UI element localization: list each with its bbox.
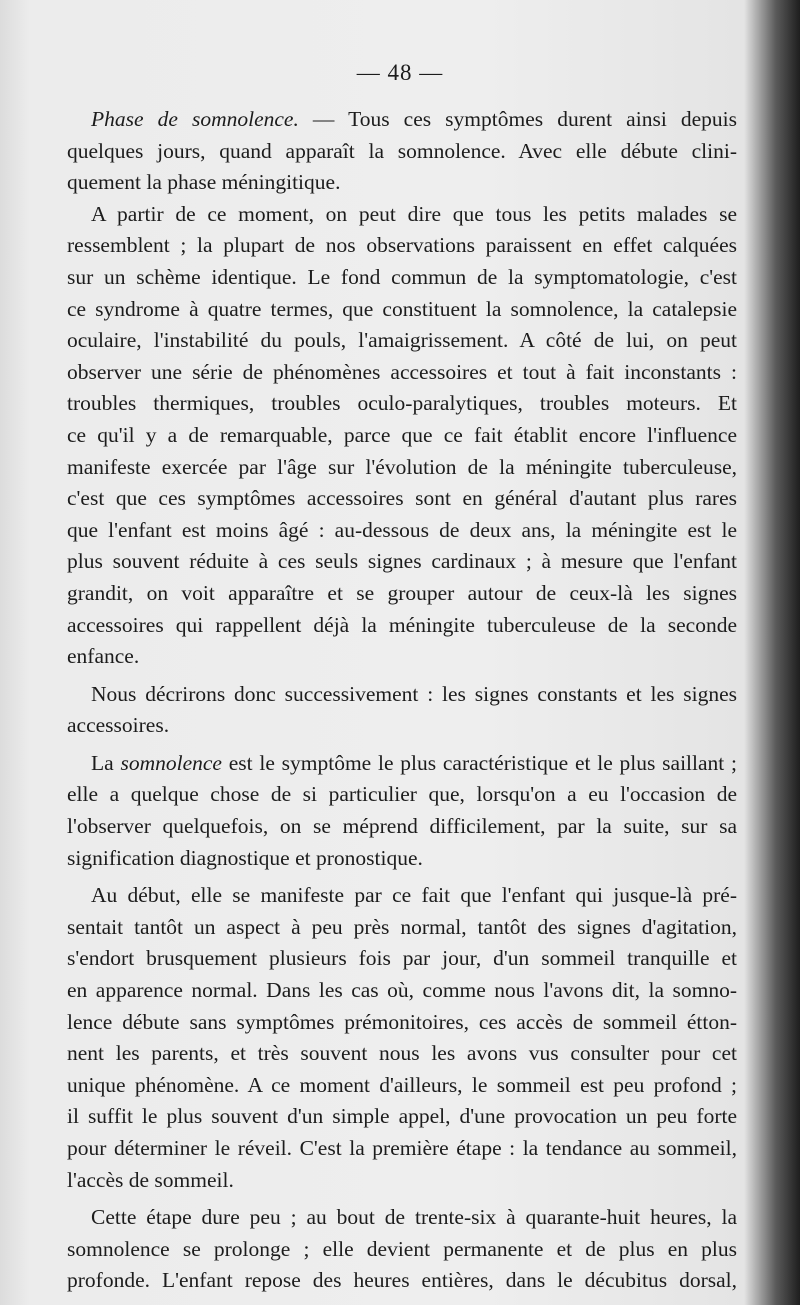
- paragraph-line: profonde. L'enfant repose des heures entières, dans le décubitus dorsal,: [67, 1268, 737, 1293]
- paragraph-line: elle a quelque chose de si particulier que, lorsqu'on a eu l'occasion de: [67, 782, 737, 807]
- paragraph-line: unique phénomène. A ce moment d'ailleurs, le sommeil est peu profond ;: [67, 1072, 737, 1097]
- paragraph-line: plus souvent réduite à ces seuls signes cardinaux ; à mesure que l'enfant: [67, 549, 737, 574]
- paragraph-line-text: est le symptôme le plus caractéristique et le plus saillant ;: [228, 750, 737, 775]
- paragraph-line: ressemblent ; la plupart de nos observations paraissent en effet calquées: [67, 233, 737, 258]
- paragraph-line: ce qu'il y a de remarquable, parce que ce fait établit encore l'influence: [67, 422, 737, 447]
- paragraph-line: que l'enfant est moins âgé : au-dessous de deux ans, la méningite est le: [67, 517, 737, 542]
- paragraph-line: accessoires.: [67, 713, 170, 738]
- paragraph-line-text: La: [91, 750, 114, 775]
- paragraph-line: oculaire, l'instabilité du pouls, l'amaigrissement. A côté de lui, on peut: [67, 328, 737, 353]
- paragraph-line: manifeste exercée par l'âge sur l'évolution de la méningite tuberculeuse,: [67, 454, 737, 479]
- paragraph-line: somnolence se prolonge ; elle devient permanente et de plus en plus: [67, 1236, 737, 1261]
- paragraph-line: nent les parents, et très souvent nous les avons vus consulter pour cet: [67, 1041, 737, 1066]
- paragraph-line: l'accès de sommeil.: [67, 1167, 234, 1192]
- paragraph-line: observer une série de phénomènes accessoires et tout à fait inconstants :: [67, 359, 737, 384]
- paragraph-line: ce syndrome à quatre termes, que constituent la somnolence, la catalepsie: [67, 296, 737, 321]
- paragraph-line: il suffit le plus souvent d'un simple appel, d'une provocation un peu forte: [67, 1104, 737, 1129]
- paragraph-line: grandit, on voit apparaître et se grouper autour de ceux-là les signes: [67, 580, 737, 605]
- paragraph-line: accessoires qui rappellent déjà la méningite tuberculeuse de la seconde: [67, 612, 737, 637]
- emphasized-term: somnolence: [120, 750, 222, 775]
- paragraph-line: Cette étape dure peu ; au bout de trente-six à quarante-huit heures, la: [91, 1205, 737, 1230]
- paragraph-line: A partir de ce moment, on peut dire que tous les petits malades se: [91, 201, 737, 226]
- paragraph-line: lence débute sans symptômes prémonitoires, ces accès de sommeil étton-: [67, 1009, 737, 1034]
- paragraph-line: [67, 104, 737, 136]
- paragraph-line: Nous décrirons donc successivement : les signes constants et les signes: [91, 681, 737, 706]
- paragraph-line: troubles thermiques, troubles oculo-paralytiques, troubles moteurs. Et: [67, 391, 737, 416]
- paragraph-line: pour déterminer le réveil. C'est la première étape : la tendance au sommeil,: [67, 1136, 737, 1160]
- paragraph-line: s'endort brusquement plusieurs fois par jour, d'un sommeil tranquille et: [67, 946, 737, 971]
- body-text: [67, 104, 737, 1297]
- paragraph-line: quelques jours, quand apparaît la somnolence. Avec elle débute clini-: [67, 138, 737, 163]
- paragraph-line: quement la phase méningitique.: [67, 170, 341, 195]
- paragraph-line: signification diagnostique et pronostique.: [67, 845, 423, 870]
- paragraph-line-text: — Tous ces symptômes durent ainsi depuis: [312, 107, 737, 131]
- paragraph-line: sur un schème identique. Le fond commun de la symptomatologie, c'est: [67, 264, 737, 289]
- paragraph-line: enfance.: [67, 644, 140, 669]
- paragraph-line: c'est que ces symptômes accessoires sont en général d'autant plus rares: [67, 486, 737, 511]
- paragraph-line: en apparence normal. Dans les cas où, comme nous l'avons dit, la somno-: [67, 978, 737, 1003]
- paragraph-line: l'observer quelquefois, on se méprend difficilement, par la suite, sur sa: [67, 814, 737, 839]
- page-number: — 48 —: [356, 60, 444, 85]
- paragraph-line: Au début, elle se manifeste par ce fait que l'enfant qui jusque-là pré-: [91, 883, 737, 908]
- section-heading: Phase de somnolence.: [91, 107, 299, 131]
- paragraph-line: [67, 748, 737, 780]
- paragraph-line: sentait tantôt un aspect à peu près normal, tantôt des signes d'agitation,: [67, 914, 737, 939]
